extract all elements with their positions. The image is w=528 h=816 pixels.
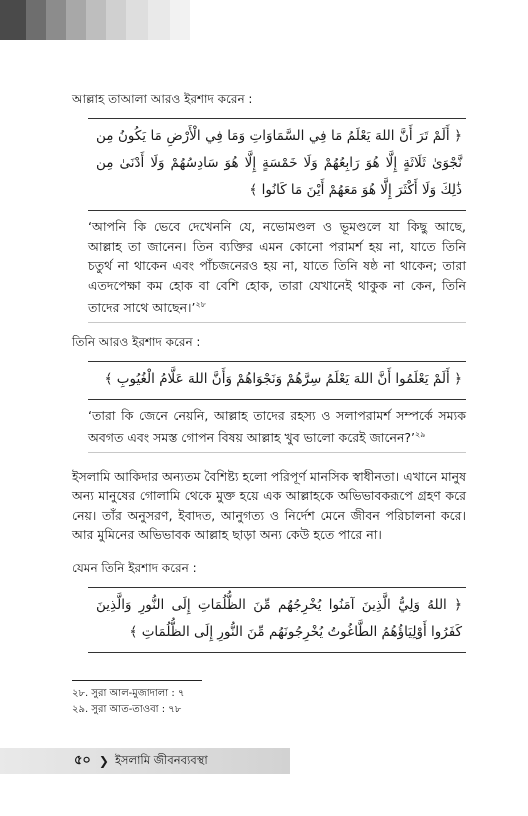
section2-label: তিনি আরও ইরশাদ করেন : [72,334,201,349]
translation-2-text: ‘তারা কি জেনে নেয়নি, আল্লাহ তাদের রহস্য ও সলাপরামর্শ সম্পর্কে সম্যক অবগত এবং সমস্ত গোপন বিষয় আল্লাহ খুব ভালো করেই জানেন?’ [88,407,466,446]
separator [88,322,466,323]
stripe [106,0,126,40]
separator [88,452,466,453]
stripe [148,0,170,40]
arabic-verse-3: ﴿ اللهُ وَلِيُّ الَّذِينَ آمَنُوا يُخْرِجُهُم مِّنَ الظُّلُمَاتِ إِلَى النُّورِ وَالَّذِينَ كَفَرُوا أَوْلِيَاؤُهُمُ الطَّاغُوتُ يُخْرِجُونَهُم مِّنَ النُّورِ إِلَى الظُّلُمَاتِ ﴾ [96,596,462,640]
stripe [26,0,46,40]
stripe [86,0,106,40]
stripe [126,0,148,40]
quran-quote-2 [88,361,466,400]
section3-label: যেমন তিনি ইরশাদ করেন : [72,560,197,575]
quran-quote-3 [88,587,466,653]
header-stripes [0,0,190,40]
section1-label: আল্লাহ তাআলা আরও ইরশাদ করেন : [72,92,253,106]
arabic-verse-2: ﴿ أَلَمْ يَعْلَمُوا أَنَّ اللهَ يَعْلَمُ سِرَّهُمْ وَنَجْوَاهُمْ وَأَنَّ اللهَ عَلَّامُ الْغُيُوبِ ﴾ [104,370,462,387]
translation-1 [88,217,466,318]
stripe [66,0,86,40]
footnote-ref-29[interactable]: ২৯ [415,430,426,440]
translation-2 [88,406,466,448]
arabic-verse-1: ﴿ أَلَمْ تَرَ أَنَّ اللهَ يَعْلَمُ مَا فِي السَّمَاوَاتِ وَمَا فِي الْأَرْضِ مَا يَكُونُ مِن نَّجْوَىٰ ثَلَاثَةٍ إِلَّا هُوَ رَابِعُهُمْ وَلَا خَمْسَةٍ إِلَّا هُوَ سَادِسُهُمْ وَلَا أَدْنَىٰ مِن ذَٰلِكَ وَلَا أَكْثَرَ إِلَّا هُوَ مَعَهُمْ أَيْنَ مَا كَانُوا ﴾ [96,128,462,198]
translation-2-block [88,406,466,448]
footnote-ref-28[interactable]: ২৮ [195,300,206,309]
translation-1-block [88,217,466,318]
quran-quote-1 [88,118,466,211]
chevron-right-icon: ❯ [98,754,109,768]
book-title: ইসলামি জীবনব্যবস্থা [114,752,208,767]
stripe [170,0,190,40]
stripe [0,0,26,40]
page-number: ৫০ [74,752,91,768]
page-footer [0,748,290,774]
page-body [72,90,466,653]
translation-1-text: ‘আপনি কি ভেবে দেখেননি যে, নভোমণ্ডল ও ভূমণ্ডলে যা কিছু আছে, আল্লাহ তা জানেন। তিন ব্যক্তির এমন কোনো পরামর্শ হয় না, যাতে তিনি চতুর্থ না থাকেন এবং পাঁচজনেরও হয় না, যাতে তিনি ষষ্ঠ না থাকেন; তারা এতদপেক্ষা কম হোক বা বেশি হোক, তারা যেখানেই থাকুক না কেন, তিনি তাদের সাথে আছেন।’ [88,219,466,316]
footnote-rule [72,680,202,681]
footnotes [72,680,466,718]
footnote-29: ২৯. সুরা আত-তাওবা : ৭৮ [72,704,182,715]
footnote-28: ২৮. সুরা আল-মুজাদালা : ৭ [72,688,185,699]
stripe [46,0,66,40]
body-paragraph: ইসলামি আকিদার অন্যতম বৈশিষ্ট্য হলো পরিপূর্ণ মানসিক স্বাধীনতা। এখানে মানুষ অন্য মানুষের গোলামি থেকে মুক্ত হয়ে এক আল্লাহকে অভিভাবকরূপে গ্রহণ করে নেয়। তাঁর অনুসরণ, ইবাদত, আনুগত্য ও নির্দেশ মেনে জীবন পরিচালনা করে। আর মুমিনের অভিভাবক আল্লাহ ছাড়া অন্য কেউ হতে পারে না। [72,468,466,543]
